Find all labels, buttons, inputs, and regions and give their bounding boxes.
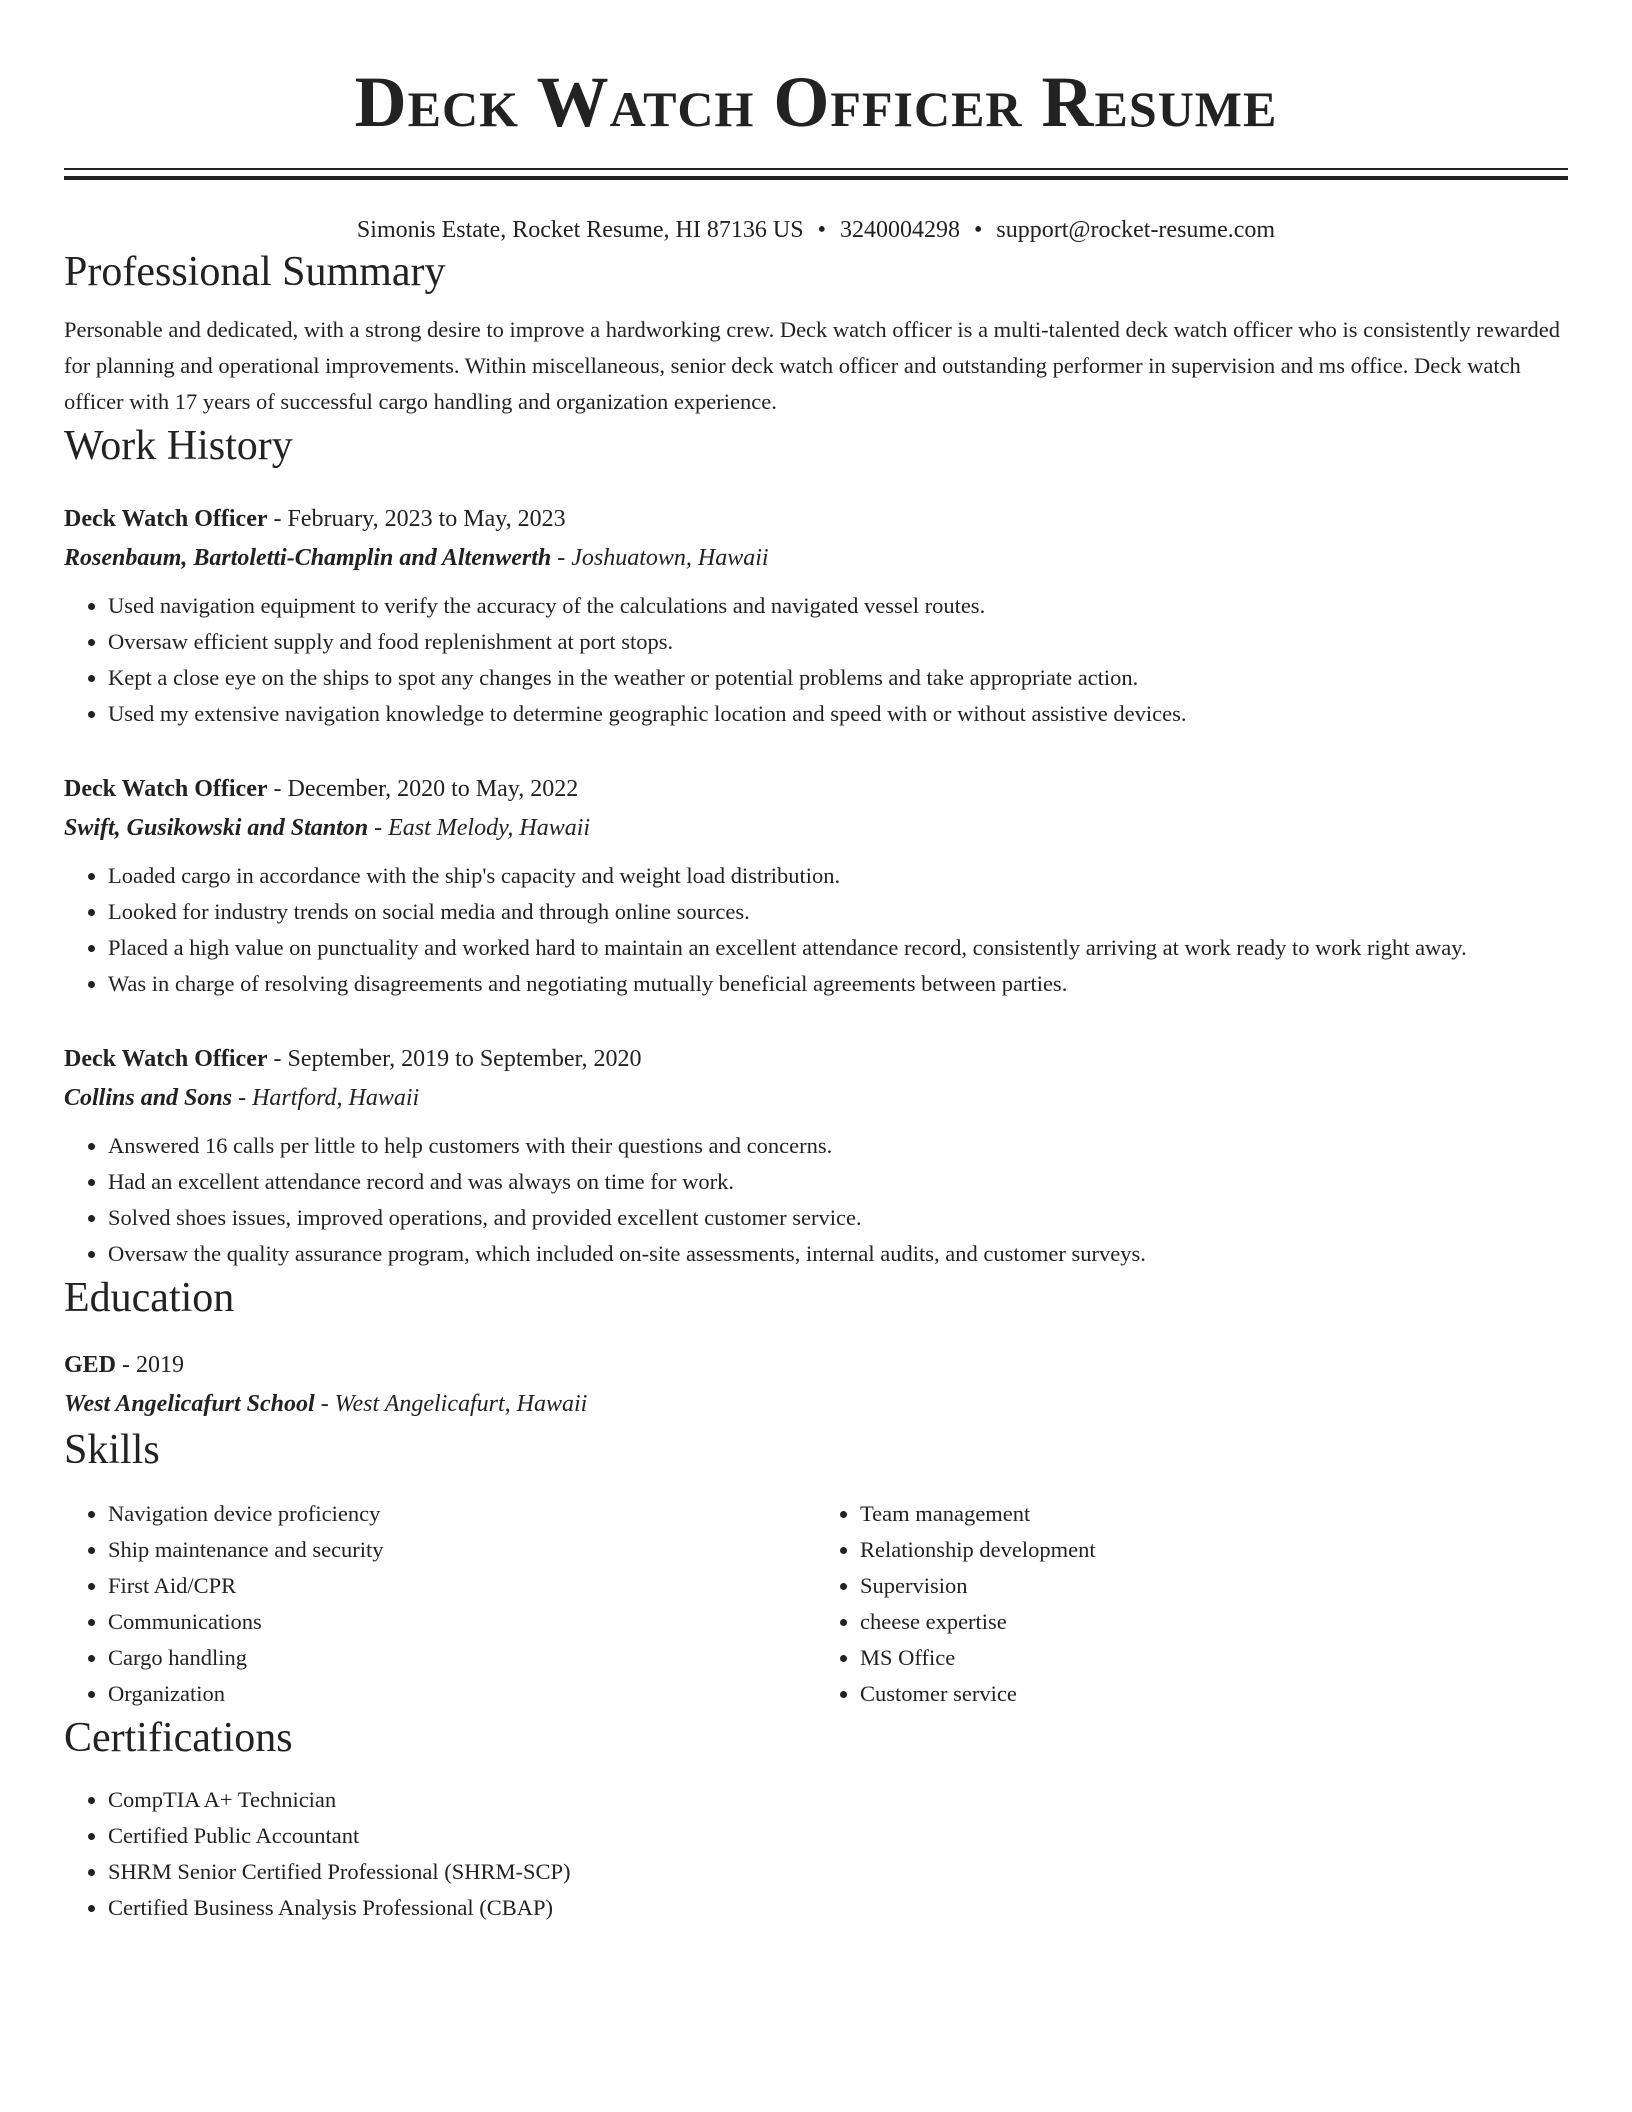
list-item: • Supervision [860, 1568, 1568, 1604]
list-item: • Used my extensive navigation knowledge to determine geographic location and speed with or without assistive devices. [108, 696, 1568, 732]
contact-address: Simonis Estate, Rocket Resume, HI 87136 US [356, 217, 804, 243]
job-company-line [64, 1078, 1568, 1118]
education-entry [64, 1346, 1568, 1424]
school-line [64, 1384, 1568, 1424]
certifications-heading: Certifications [64, 1715, 293, 1761]
list-item: • Placed a high value on punctuality and worked hard to maintain an excellent attendance record, consistently arriving at work ready to work right away. [108, 930, 1568, 966]
list-item: • Had an excellent attendance record and was always on time for work. [108, 1164, 1568, 1200]
list-item: • Ship maintenance and security [108, 1532, 816, 1568]
job-entry [64, 500, 1568, 732]
degree-line [64, 1346, 1568, 1384]
skills-section [64, 1424, 1568, 1712]
degree-year: - 2019 [116, 1352, 185, 1378]
job-entry [64, 1040, 1568, 1272]
list-item: • Used navigation equipment to verify the accuracy of the calculations and navigated vessel routes. [108, 588, 1568, 624]
list-item: • Navigation device proficiency [108, 1496, 816, 1532]
divider-thick-line [64, 176, 1568, 180]
contact-phone: 3240004298 [839, 217, 960, 243]
degree: GED [64, 1352, 117, 1378]
bullet-separator: • [973, 217, 983, 243]
list-item: • Organization [108, 1676, 816, 1712]
certifications-section [64, 1712, 1568, 1926]
education-section [64, 1272, 1568, 1424]
job-location: - Joshuatown, Hawaii [551, 545, 769, 571]
list-item: • Certified Public Accountant [108, 1818, 1568, 1854]
job-company-line [64, 538, 1568, 578]
list-item: • Customer service [860, 1676, 1568, 1712]
skills-columns [64, 1496, 1568, 1712]
page-title: Deck Watch Officer Resume [354, 62, 1278, 142]
job-dates: - February, 2023 to May, 2023 [267, 506, 566, 532]
skills-heading: Skills [64, 1427, 160, 1473]
list-item: • Loaded cargo in accordance with the ship's capacity and weight load distribution. [108, 858, 1568, 894]
list-item: • Certified Business Analysis Professional (CBAP) [108, 1890, 1568, 1926]
work-history-heading: Work History [64, 423, 293, 469]
list-item: • Communications [108, 1604, 816, 1640]
contact-email: support@rocket-resume.com [996, 217, 1276, 243]
job-company: Collins and Sons [64, 1085, 233, 1111]
school-location: - West Angelicafurt, Hawaii [314, 1391, 588, 1417]
list-item: • Cargo handling [108, 1640, 816, 1676]
job-role: Deck Watch Officer [64, 1046, 268, 1072]
job-dates: - September, 2019 to September, 2020 [267, 1046, 642, 1072]
list-item: • Answered 16 calls per little to help customers with their questions and concerns. [108, 1128, 1568, 1164]
contact-line [64, 214, 1568, 246]
list-item: • Was in charge of resolving disagreements and negotiating mutually beneficial agreements between parties. [108, 966, 1568, 1002]
education-heading: Education [64, 1275, 235, 1321]
summary-section [64, 246, 1568, 420]
list-item: • SHRM Senior Certified Professional (SHRM-SCP) [108, 1854, 1568, 1890]
summary-heading: Professional Summary [64, 249, 446, 295]
list-item: • Relationship development [860, 1532, 1568, 1568]
job-entry [64, 770, 1568, 1002]
job-company: Rosenbaum, Bartoletti-Champlin and Altenwerth [64, 545, 552, 571]
job-role: Deck Watch Officer [64, 506, 268, 532]
job-location: - Hartford, Hawaii [232, 1085, 420, 1111]
skills-list-right [816, 1496, 1568, 1712]
job-bullets [64, 1128, 1568, 1272]
school-name: West Angelicafurt School [64, 1391, 315, 1417]
list-item: • Solved shoes issues, improved operations, and provided excellent customer service. [108, 1200, 1568, 1236]
job-bullets [64, 588, 1568, 732]
list-item: • Looked for industry trends on social media and through online sources. [108, 894, 1568, 930]
summary-text: Personable and dedicated, with a strong desire to improve a hardworking crew. Deck watch officer is a multi-talented deck watch officer who is consistently rewarded for planning and operational improvements. Within miscellaneous, senior deck watch officer and outstanding performer in supervision and ms office. Deck watch officer with 17 years of successful cargo handling and organization experience. [64, 317, 1560, 414]
certifications-list [64, 1782, 1568, 1926]
list-item: • cheese expertise [860, 1604, 1568, 1640]
list-item: • CompTIA A+ Technician [108, 1782, 1568, 1818]
job-title-line [64, 500, 1568, 538]
divider-thin-line [64, 168, 1568, 170]
job-location: - East Melody, Hawaii [368, 815, 591, 841]
skills-list-left [64, 1496, 816, 1712]
list-item: • First Aid/CPR [108, 1568, 816, 1604]
bullet-separator: • [817, 217, 826, 243]
list-item: • MS Office [860, 1640, 1568, 1676]
job-role: Deck Watch Officer [64, 776, 268, 802]
work-history-section [64, 420, 1568, 1272]
list-item: • Team management [860, 1496, 1568, 1532]
job-title-line [64, 1040, 1568, 1078]
job-dates: - December, 2020 to May, 2022 [267, 776, 579, 802]
job-title-line [64, 770, 1568, 808]
list-item: • Oversaw efficient supply and food replenishment at port stops. [108, 624, 1568, 660]
job-company: Swift, Gusikowski and Stanton [64, 815, 369, 841]
job-company-line [64, 808, 1568, 848]
title-divider [64, 168, 1568, 180]
list-item: • Kept a close eye on the ships to spot any changes in the weather or potential problems and take appropriate action. [108, 660, 1568, 696]
list-item: • Oversaw the quality assurance program, which included on-site assessments, internal audits, and customer surveys. [108, 1236, 1568, 1272]
job-bullets [64, 858, 1568, 1002]
